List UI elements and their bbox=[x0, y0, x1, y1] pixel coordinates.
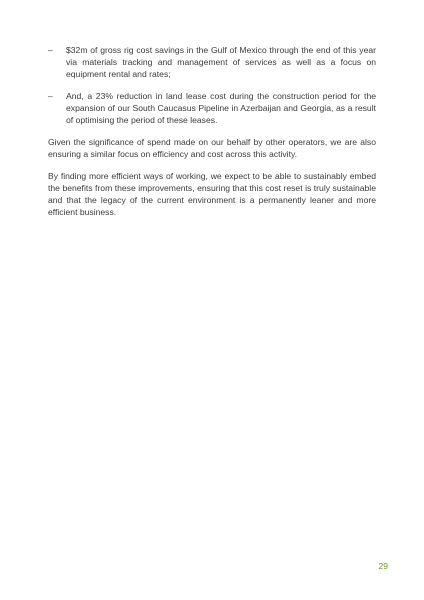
paragraph: Given the significance of spend made on our behalf by other operators, we are also ensuring a similar focus on efficiency and cost across this activity. bbox=[48, 137, 376, 159]
bullet-marker: – bbox=[48, 45, 53, 55]
body-text bbox=[48, 44, 376, 228]
bullet-text: $32m of gross rig cost savings in the Gulf of Mexico through the end of this year via materials tracking and management of services as well as a focus on equipment rental and rates; bbox=[66, 45, 376, 79]
bullet-text: And, a 23% reduction in land lease cost during the construction period for the expansion of our South Caucasus Pipeline in Azerbaijan and Georgia, as a result of optimising the period of these leases. bbox=[66, 91, 376, 125]
paragraph: By finding more efficient ways of working, we expect to be able to sustainably embed the benefits from these improvements, ensuring that this cost reset is truly sustainable and that the legacy of the current environment is a permanently leaner and more efficient business. bbox=[48, 171, 376, 217]
page-number: 29 bbox=[378, 561, 388, 571]
bullet-item bbox=[48, 44, 376, 80]
bullet-item bbox=[48, 90, 376, 126]
bullet-marker: – bbox=[48, 91, 53, 101]
